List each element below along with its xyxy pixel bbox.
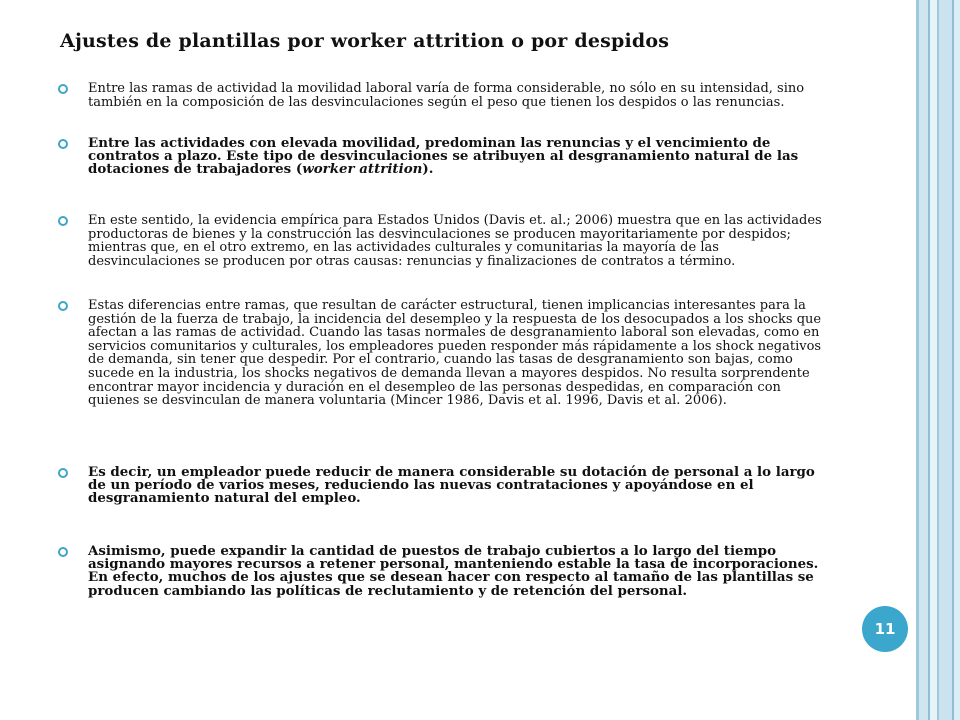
bullet-icon bbox=[58, 139, 68, 149]
slide-title: Ajustes de plantillas por worker attrition o por despidos bbox=[60, 30, 670, 52]
bullet-text-before: Entre las actividades con elevada movilidad, predominan las renuncias y el vencimiento de contratos a plazo. Este tipo de desvinculaciones se atribuyen al desgranamiento natural de las dotaciones de trabajadores ( bbox=[88, 135, 799, 178]
bullet-text: Asimismo, puede expandir la cantidad de puestos de trabajo cubiertos a lo largo del tiempo asignando mayores recursos a retener personal, manteniendo estable la tasa de incorporaciones. En efecto, muchos de los ajustes que se desean hacer con respecto al tamaño de las plantillas se producen cambiando las políticas de reclutamiento y de retención del personal. bbox=[88, 543, 819, 599]
bullet-text-after: ). bbox=[422, 161, 434, 178]
bullet-icon bbox=[58, 216, 68, 226]
page-number-badge: 11 bbox=[862, 606, 908, 652]
bullet-text: Entre las ramas de actividad la movilidad laboral varía de forma considerable, no sólo en su intensidad, sino también en la composición de las desvinculaciones según el peso que tienen los despidos o las renuncias. bbox=[88, 81, 805, 110]
decorative-band bbox=[930, 0, 937, 720]
bullet-icon bbox=[58, 468, 68, 478]
bullet-item bbox=[58, 466, 824, 506]
decorative-band bbox=[954, 0, 960, 720]
bullet-text bbox=[88, 137, 824, 177]
decorative-band bbox=[919, 0, 928, 720]
bullet-text: Estas diferencias entre ramas, que resultan de carácter estructural, tienen implicancias interesantes para la gestión de la fuerza de trabajo, la incidencia del desempleo y la respuesta de los desocupados a los shocks que afectan a las ramas de actividad. Cuando las tasas normales de desgranamiento laboral son elevadas, como en servicios comunitarios y culturales, los empleadores pueden responder más rápidamente a los shock negativos de demanda, sin tener que despedir. Por el contrario, cuando las tasas de desgranamiento son bajas, como sucede en la industria, los shocks negativos de demanda llevan a mayores despidos. No resulta sorprendente encontrar mayor incidencia y duración en el desempleo de las personas despedidas, en comparación con quienes se desvinculan de manera voluntaria (Mincer 1986, Davis et al. 1996, Davis et al. 2006). bbox=[88, 298, 822, 409]
bullet-item bbox=[58, 82, 824, 109]
bullet-text-italic: worker attrition bbox=[302, 161, 423, 178]
bullet-item bbox=[58, 299, 824, 408]
bullet-item bbox=[58, 214, 824, 268]
bullet-text: Es decir, un empleador puede reducir de manera considerable su dotación de personal a lo largo de un período de varios meses, reduciendo las nuevas contrataciones y apoyándose en el desgranamiento natural del empleo. bbox=[88, 464, 815, 507]
bullet-item bbox=[58, 545, 824, 598]
bullet-icon bbox=[58, 547, 68, 557]
bullet-text: En este sentido, la evidencia empírica para Estados Unidos (Davis et. al.; 2006) muestra que en las actividades productoras de bienes y la construcción las desvinculaciones se producen mayoritariamente por despidos; mientras que, en el otro extremo, en las actividades culturales y comunitarias la mayoría de las desvinculaciones se producen por otras causas: renuncias y finalizaciones de contratos a término. bbox=[88, 213, 822, 269]
bullet-icon bbox=[58, 84, 68, 94]
decorative-band bbox=[939, 0, 952, 720]
bullet-item bbox=[58, 137, 824, 177]
bullet-icon bbox=[58, 301, 68, 311]
